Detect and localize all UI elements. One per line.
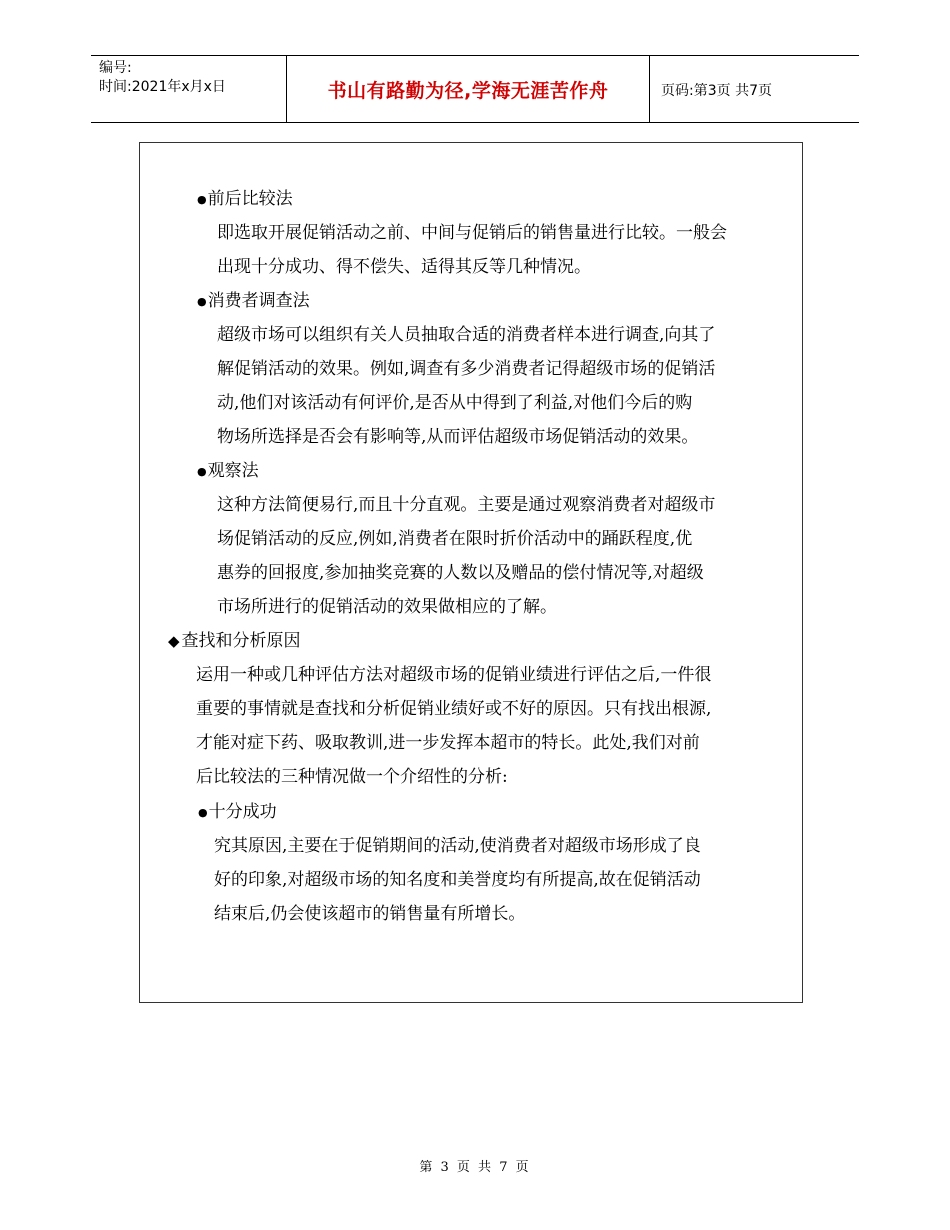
text-line: 惠券的回报度,参加抽奖竞赛的人数以及赠品的偿付情况等,对超级 (217, 563, 704, 583)
section-heading: ●观察法 (197, 454, 259, 489)
number-label: 编号: (99, 60, 132, 76)
bullet-dot-icon: ● (198, 805, 208, 819)
text-line: 动,他们对该活动有何评价,是否从中得到了利益,对他们今后的购 (217, 393, 693, 413)
text-line: 究其原因,主要在于促销期间的活动,使消费者对超级市场形成了良 (214, 836, 701, 856)
text-line: 市场所进行的促销活动的效果做相应的了解。 (217, 597, 557, 617)
text-line: 运用一种或几种评估方法对超级市场的促销业绩进行评估之后,一件很 (196, 665, 712, 685)
section-body (196, 658, 711, 794)
section-body (217, 318, 715, 454)
text-line: 才能对症下药、吸取教训,进一步发挥本超市的特长。此处,我们对前 (196, 733, 700, 753)
text-line: 这种方法简便易行,而且十分直观。主要是通过观察消费者对超级市 (217, 495, 716, 515)
bullet-dot-icon: ● (197, 294, 207, 308)
time-label: 时间:2021年x月x日 (99, 79, 226, 95)
section-heading: ●前后比较法 (197, 182, 293, 217)
section-body (214, 829, 701, 931)
text-line: 好的印象,对超级市场的知名度和美誉度均有所提高,故在促销活动 (214, 870, 701, 890)
bullet-dot-icon: ● (197, 192, 207, 206)
text-line: 物场所选择是否会有影响等,从而评估超级市场促销活动的效果。 (217, 427, 699, 447)
section-heading: ◆ 查找和分析原因 (168, 624, 301, 658)
text-line: 即选取开展促销活动之前、中间与促销后的销售量进行比较。一般会 (217, 223, 727, 243)
header-page-info: 页码:第3页 共7页 (661, 83, 772, 99)
bullet-dot-icon: ● (197, 464, 207, 478)
header-meta (99, 59, 226, 97)
text-line: 场促销活动的反应,例如,消费者在限时折价活动中的踊跃程度,优 (217, 529, 693, 549)
page-footer: 第 3 页 共 7 页 (419, 1160, 531, 1175)
section-heading: ●消费者调查法 (197, 284, 310, 319)
section-heading: ●十分成功 (198, 795, 277, 830)
text-line: 解促销活动的效果。例如,调查有多少消费者记得超级市场的促销活 (217, 359, 716, 379)
section-body (217, 488, 715, 624)
text-line: 重要的事情就是查找和分析促销业绩好或不好的原因。只有找出根源, (196, 699, 712, 719)
section-body (217, 216, 727, 284)
text-line: 后比较法的三种情况做一个介绍性的分析: (196, 767, 508, 787)
header-divider (649, 56, 650, 122)
page-header (91, 55, 859, 123)
text-line: 超级市场可以组织有关人员抽取合适的消费者样本进行调查,向其了 (217, 325, 716, 345)
diamond-bullet-icon: ◆ (168, 632, 180, 650)
header-motto: 书山有路勤为径,学海无涯苦作舟 (327, 80, 609, 102)
text-line: 结束后,仍会使该超市的销售量有所增长。 (214, 904, 526, 924)
text-line: 出现十分成功、得不偿失、适得其反等几种情况。 (217, 257, 591, 277)
content-box (139, 142, 803, 1003)
